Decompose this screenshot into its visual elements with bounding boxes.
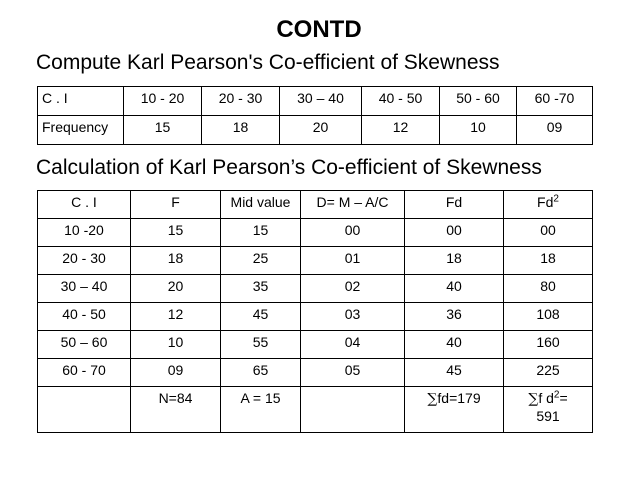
table-row [38, 87, 593, 116]
total-n: N=84 [131, 387, 221, 433]
sum-fd2 [504, 387, 593, 433]
table-cell: 10 [131, 331, 221, 359]
column-header [504, 191, 593, 219]
column-header: Mid value [221, 191, 301, 219]
table-cell: 60 -70 [517, 87, 593, 116]
table-cell: 45 [221, 303, 301, 331]
table-cell: 55 [221, 331, 301, 359]
table-row [38, 219, 593, 247]
table-cell: 160 [504, 331, 593, 359]
table-cell: 35 [221, 275, 301, 303]
table-cell: 05 [301, 359, 405, 387]
sum-fd2-text: f d [538, 390, 554, 406]
heading-compute: Compute Karl Pearson's Co-efficient of Skewness [36, 51, 500, 74]
table-cell: 50 - 60 [440, 87, 517, 116]
table-cell: 40 [405, 275, 504, 303]
slide-title: CONTD [276, 16, 362, 43]
frequency-table [37, 86, 593, 145]
assumed-mean: A = 15 [221, 387, 301, 433]
table-cell: 00 [405, 219, 504, 247]
table-cell: 00 [504, 219, 593, 247]
table-cell: 18 [504, 247, 593, 275]
table-cell: 09 [517, 116, 593, 145]
table-cell: 18 [202, 116, 280, 145]
table-cell: 25 [221, 247, 301, 275]
table-cell: 10 - 20 [124, 87, 202, 116]
column-header: Fd [405, 191, 504, 219]
table-cell: 20 [280, 116, 362, 145]
table-cell: 30 – 40 [38, 275, 131, 303]
table-cell: 45 [405, 359, 504, 387]
table-cell: 20 - 30 [202, 87, 280, 116]
table-cell: 80 [504, 275, 593, 303]
table-cell: 15 [124, 116, 202, 145]
table-cell: 15 [221, 219, 301, 247]
header-text: Fd [537, 194, 554, 210]
table-cell: 12 [131, 303, 221, 331]
table-cell: 40 [405, 331, 504, 359]
table-cell: 03 [301, 303, 405, 331]
table-cell: 01 [301, 247, 405, 275]
table-cell: 36 [405, 303, 504, 331]
row-label-frequency: Frequency [38, 116, 124, 145]
table-cell: 60 - 70 [38, 359, 131, 387]
table-cell: 10 -20 [38, 219, 131, 247]
table-row [38, 116, 593, 145]
table-cell: 30 – 40 [280, 87, 362, 116]
row-label-ci: C . I [38, 87, 124, 116]
table-cell-empty [38, 387, 131, 433]
table-row [38, 303, 593, 331]
table-cell: 50 – 60 [38, 331, 131, 359]
sum-fd2-value: 591 [536, 408, 560, 424]
equals-sign: = [559, 390, 568, 406]
table-cell-empty [301, 387, 405, 433]
table-row [38, 275, 593, 303]
table-cell: 10 [440, 116, 517, 145]
table-cell: 04 [301, 331, 405, 359]
table-cell: 18 [405, 247, 504, 275]
table-cell: 02 [301, 275, 405, 303]
table-cell: 40 - 50 [362, 87, 440, 116]
superscript: 2 [553, 389, 560, 401]
table-cell: 40 - 50 [38, 303, 131, 331]
summation-symbol: ∑ [427, 391, 438, 407]
table-cell: 108 [504, 303, 593, 331]
table-cell: 20 [131, 275, 221, 303]
table-row [38, 331, 593, 359]
table-cell: 09 [131, 359, 221, 387]
calculation-table [37, 190, 593, 433]
table-row [38, 247, 593, 275]
table-cell: 18 [131, 247, 221, 275]
summation-symbol: ∑ [528, 391, 539, 407]
sum-fd [405, 387, 504, 433]
table-cell: 225 [504, 359, 593, 387]
column-header: C . I [38, 191, 131, 219]
superscript: 2 [553, 193, 559, 205]
heading-calculation: Calculation of Karl Pearson’s Co-efficient of Skewness [36, 156, 542, 179]
sum-fd-text: fd=179 [437, 390, 481, 406]
table-cell: 65 [221, 359, 301, 387]
table-cell: 20 - 30 [38, 247, 131, 275]
table-cell: 12 [362, 116, 440, 145]
column-header: F [131, 191, 221, 219]
table-header-row [38, 191, 593, 219]
column-header: D= M – A/C [301, 191, 405, 219]
totals-row [38, 387, 593, 433]
table-row [38, 359, 593, 387]
table-cell: 15 [131, 219, 221, 247]
table-cell: 00 [301, 219, 405, 247]
